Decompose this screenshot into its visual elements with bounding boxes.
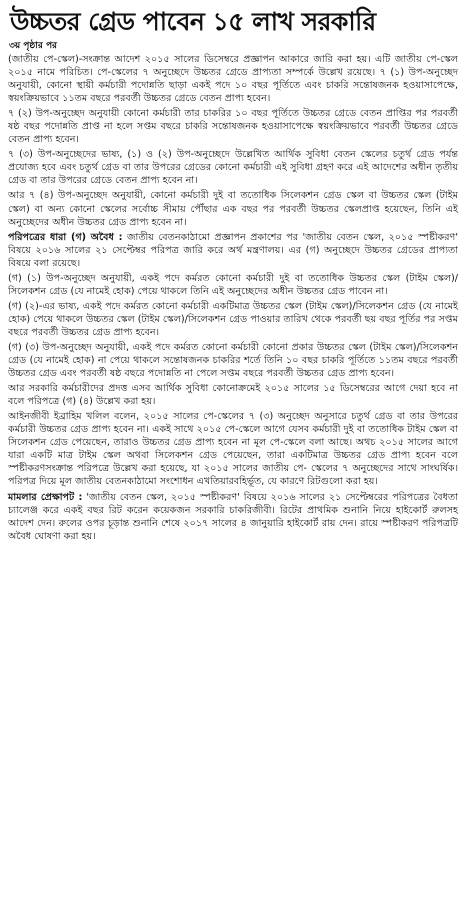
paragraph-lead: পরিপত্রের ধারা (গ) অবৈধ : bbox=[8, 231, 123, 243]
paragraph-text: 'জাতীয় বেতন স্কেল, ২০১৫ স্পষ্টীকরণ' বিষয়ে ২০১৬ সালের ২১ সেপ্টেম্বরের পরিপত্রের বৈধতা চ্যালেঞ্জ করে একই বছর রিট করেন কয়েকজন সরকারি চাকরিজীবী। রিটের প্রাথমিক শুনানি নিয়ে হাইকোর্ট রুলসহ আদেশ দেন। রুলের ওপর চূড়ান্ত শুনানি শেষে ২০১৭ সালের ৪ জানুয়ারি হাইকোর্ট রায় দেন। রায়ে স্পষ্টীকরণ পরিপত্রটি অবৈধ ঘোষণা করা হয়। bbox=[8, 491, 458, 542]
article-paragraph bbox=[8, 107, 458, 146]
article-paragraph bbox=[8, 491, 458, 543]
article-paragraph bbox=[8, 231, 458, 270]
paragraph-text: জাতীয় বেতনকাঠামো প্রজ্ঞাপন প্রকাশের পর 'জাতীয় বেতন স্কেল, ২০১৫ স্পষ্টীকরণ' বিষয়ে ২০১৬ সালের ২১ সেপ্টেম্বর পরিপত্র জারি করে অর্থ মন্ত্রণালয়। এর (গ) অনুচ্ছেদে উচ্চতর গ্রেডের প্রাপ্যতা বিষয়ে বলা রয়েছে। bbox=[8, 231, 458, 269]
continued-from-label: ৩য় পৃষ্ঠার পর bbox=[9, 41, 58, 51]
article-paragraph bbox=[8, 53, 458, 105]
paragraph-text: (জাতীয় পে-স্কেল)-সংক্রান্ত আদেশ ২০১৫ সালের ডিসেম্বরে প্রজ্ঞাপন আকারে জারি করা হয়। এটি জাতীয় পে-স্কেল ২০১৫ নামে পরিচিত। পে-স্কেলের ৭ অনুচ্ছেদে উচ্চতর গ্রেডে প্রাপ্যতা সম্পর্কে উল্লেখ রয়েছে। ৭ (১) উপ-অনুচ্ছেদ অনুযায়ী, কোনো স্থায়ী কর্মচারী পদোন্নতি ছাড়া একই পদে ১০ বছর পূর্তিতে এবং চাকরি সন্তোষজনক হওয়াসাপেক্ষে, স্বয়ংক্রিয়ভাবে ১১তম বছরে পরবর্তী উচ্চতর গ্রেডে বেতন প্রাপ্য হবেন। bbox=[8, 54, 458, 105]
article-paragraph bbox=[8, 382, 458, 408]
paragraph-text: (গ) (২)-এর ভাষ্য, একই পদে কর্মরত কোনো কর্মচারী একটিমাত্র উচ্চতর স্কেল (টাইম স্কেল)/সিলেকশন গ্রেড (যে নামেই হোক) পেয়ে থাকলে উচ্চতর স্কেল (টাইম স্কেল)/সিলেকশন গ্রেড পাওয়ার তারিখ থেকে পরবর্তী ছয় বছর পূর্তির পর সপ্তম বছরে পরবর্তী উচ্চতর গ্রেড প্রাপ্য হবেন। bbox=[8, 300, 458, 338]
article-paragraph bbox=[8, 410, 458, 488]
paragraph-text: আর সরকারি কর্মচারীদের প্রদত্ত এসব আর্থিক সুবিধা কোনোক্রমেই ২০১৫ সালের ১৫ ডিসেম্বরের আগে দেয়া হবে না বলে পরিপত্রে (গ) (৪) উল্লেখ করা হয়। bbox=[8, 383, 458, 408]
article-paragraph bbox=[8, 189, 458, 228]
article-body bbox=[8, 53, 458, 543]
paragraph-lead: মামলার প্রেক্ষাপট : bbox=[8, 491, 83, 503]
article-paragraph bbox=[8, 300, 458, 339]
article-paragraph bbox=[8, 148, 458, 187]
paragraph-text: (গ) (১) উপ-অনুচ্ছেদ অনুযায়ী, একই পদে কর্মরত কোনো কর্মচারী দুই বা ততোধিক উচ্চতর স্কেল (টাইম স্কেল)/সিলেকশন গ্রেড (যে নামেই হোক) পেয়ে থাকলে তিনি এই অনুচ্ছেদের অধীন উচ্চতর গ্রেড পাবেন না। bbox=[8, 272, 458, 297]
article-paragraph bbox=[8, 341, 458, 380]
paragraph-text: আর ৭ (৪) উপ-অনুচ্ছেদ অনুযায়ী, কোনো কর্মচারী দুই বা ততোধিক সিলেকশন গ্রেড স্কেল বা উচ্চতর স্কেল (টাইম স্কেল) বা অন্য কোনো স্কেলের সর্বোচ্চ সীমায় পৌঁছার এক বছর পর পরবর্তী উচ্চতর স্কেলপ্রাপ্ত হয়েছেন, তিনি এই অনুচ্ছেদের অধীন উচ্চতর গ্রেড প্রাপ্য হবেন না। bbox=[8, 190, 458, 228]
article-paragraph bbox=[8, 272, 458, 298]
paragraph-text: ৭ (২) উপ-অনুচ্ছেদ অনুযায়ী কোনো কর্মচারী তার চাকরির ১০ বছর পূর্তিতে উচ্চতর গ্রেডে বেতন প্রাপ্তির পর পরবর্তী ষষ্ঠ বছর পদোন্নতি প্রাপ্ত না হলে সপ্তম বছরে চাকরি সন্তোষজনক হওয়াসাপেক্ষে স্বয়ংক্রিয়ভাবে পরবর্তী উচ্চতর গ্রেডে বেতন প্রাপ্য হবেন। bbox=[8, 108, 458, 146]
article-headline: উচ্চতর গ্রেড পাবেন ১৫ লাখ সরকারি bbox=[10, 7, 376, 36]
paragraph-text: আইনজীবী ইব্রাহিম খলিল বলেন, ২০১৫ সালের পে-স্কেলের ৭ (৩) অনুচ্ছেদ অনুসারে চতুর্থ গ্রেড বা তার উপরের কর্মচারী উচ্চতর গ্রেড প্রাপ্য হবেন না। একই সাথে ২০১৫ পে-স্কেলে আগে যেসব কর্মচারী দুই বা ততোধিক টাইম স্কেল বা সিলেকশন গ্রেড পেয়েছেন, তারাও উচ্চতর গ্রেড প্রাপ্য হবেন না মূল পে-স্কেলে বলা আছে। অথচ ২০১৫ সালের আগে যারা একটি মাত্র টাইম স্কেল অথবা সিলেকশন গ্রেড পেয়েছেন, তারা একটিমাত্র উচ্চতর গ্রেড প্রাপ্য হবেন বলে স্পষ্টীকরণসংক্রান্ত পরিপত্রে উল্লেখ করা হয়েছে, যা ২০১৫ সালের জাতীয় পে- স্কেলের ৭ অনুচ্ছেদের সাথে সাংঘর্ষিক। পরিপত্র দিয়ে মূল জাতীয় বেতনকাঠামো সংশোধন এখতিয়ারবহির্ভূত, যে কারণে রিটগুলো করা হয়। bbox=[8, 411, 458, 488]
paragraph-text: (গ) (৩) উপ-অনুচ্ছেদ অনুযায়ী, একই পদে কর্মরত কোনো কর্মচারী কোনো প্রকার উচ্চতর স্কেল (টাইম স্কেল)/সিলেকশন গ্রেড (যে নামেই হোক) না পেয়ে থাকলে সন্তোষজনক চাকরির শর্তে তিনি ১০ বছর চাকরি পূর্তিতে ১১তম বছরে পরবর্তী উচ্চতর গ্রেড এবং পরবর্তী ষষ্ঠ বছরে পদোন্নতি না পেলে সপ্তম বছরে পরবর্তী উচ্চতর গ্রেড প্রাপ্য হবেন। bbox=[8, 341, 458, 380]
paragraph-text: ৭ (৩) উপ-অনুচ্ছেদের ভাষ্য, (১) ও (২) উপ-অনুচ্ছেদে উল্লেখিত আর্থিক সুবিধা বেতন স্কেলের চতুর্থ গ্রেড পর্যন্ত প্রযোজ্য হবে এবং চতুর্থ গ্রেড বা তার উপরের গ্রেডের কোনো কর্মচারী এই সুবিধা গ্রহণ করে এই আদেশের অধীন তৃতীয় গ্রেড বা তার উপরের গ্রেডে বেতন প্রাপ্য হবেন না। bbox=[8, 149, 458, 187]
